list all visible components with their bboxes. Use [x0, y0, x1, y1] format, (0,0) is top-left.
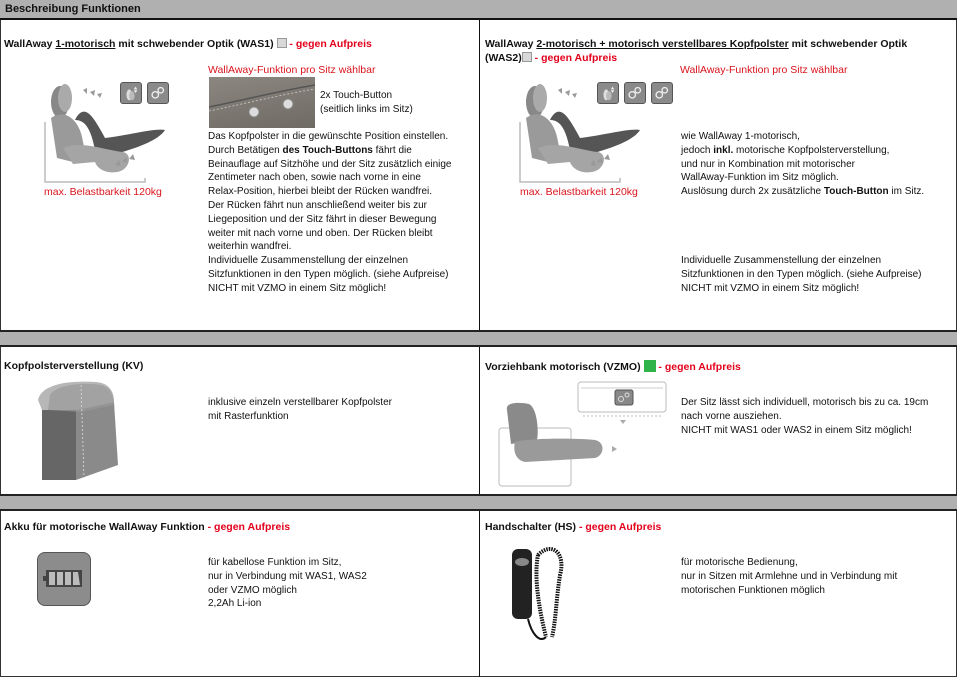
desc-line [681, 144, 924, 158]
hs-description [681, 556, 897, 597]
desc-line: Beinauflage auf Sitzhöhe und der Sitz zusätzlich einige [208, 158, 452, 170]
desc-line: Sitzfunktionen in den Typen möglich. (siehe Aufpreise) [208, 268, 449, 280]
kv-title: Kopfpolsterverstellung (KV) [4, 360, 144, 372]
desc-bold: des Touch-Buttons [282, 144, 373, 156]
desc-line: Individuelle Zusammenstellung der einzelnen [681, 255, 882, 266]
desc-line: Der Rücken fährt nun anschließend weiter bis zur [208, 199, 427, 211]
desc-line: NICHT mit WAS1 oder WAS2 in einem Sitz möglich! [681, 424, 912, 436]
desc-line: motorischen Funktionen möglich [681, 584, 825, 596]
desc-line: inklusive einzeln verstellbarer Kopfpolster [208, 397, 392, 408]
desc-text: Auslösung durch 2x zusätzliche [681, 186, 824, 198]
desc-line: Der Sitz lässt sich individuell, motorisch bis zu ca. 19cm [681, 397, 929, 408]
desc-line: Liegeposition und der Sitz fährt in dieser Bewegung [208, 213, 437, 225]
column-divider [479, 346, 480, 495]
desc-line: Relax-Position, hierbei bleibt der Rücken wandfrei. [208, 186, 433, 198]
desc-line: wie WallAway 1-motorisch, [681, 131, 800, 142]
star-badge-icon [277, 38, 287, 48]
vzmo-description [681, 396, 928, 437]
desc-line: für motorische Bedienung, [681, 557, 798, 568]
was2-max-load: max. Belastbarkeit 120kg [520, 186, 638, 198]
headrest-adjust-icon [120, 82, 142, 104]
was2-description [681, 130, 924, 199]
battery-icon [37, 552, 91, 606]
desc-bold: inkl. [713, 144, 734, 156]
was1-max-load: max. Belastbarkeit 120kg [44, 186, 162, 198]
was2-title-underlined: 2-motorisch + motorisch verstellbares Kopfpolster [536, 38, 789, 50]
motor-gears-icon [651, 82, 673, 104]
headrest-adjust-icon [597, 82, 619, 104]
desc-bold: Touch-Button [823, 186, 889, 198]
touch-line-1: 2x Touch-Button [320, 90, 393, 101]
was2-title-line2 [485, 52, 617, 65]
motor-gears-icon [147, 82, 169, 104]
desc-line [681, 185, 924, 199]
pullout-seat-illustration [495, 380, 675, 490]
hs-title-text: Handschalter (HS) [485, 521, 577, 533]
was2-selectable-note: WallAway-Funktion pro Sitz wählbar [680, 64, 848, 76]
was1-title [4, 38, 372, 51]
row-separator [0, 330, 957, 347]
section-header [0, 0, 957, 20]
was1-title-pre: WallAway [4, 38, 56, 50]
desc-line: oder VZMO möglich [208, 584, 297, 596]
was2-title-post: mit schwebender Optik [788, 38, 908, 50]
was1-price: - gegen Aufpreis [286, 38, 372, 50]
touch-line-2: (seitlich links im Sitz) [320, 103, 413, 115]
desc-text: im Sitz. [888, 186, 925, 198]
desc-line: Das Kopfpolster in die gewünschte Position einstellen. [208, 131, 449, 142]
was1-selectable-note: WallAway-Funktion pro Sitz wählbar [208, 64, 376, 76]
akku-price: - gegen Aufpreis [204, 521, 291, 533]
akku-title-text: Akku für motorische WallAway Funktion [4, 521, 205, 533]
desc-line: weiterhin wandfrei. [208, 241, 292, 253]
desc-line: NICHT mit VZMO in einem Sitz möglich! [681, 282, 860, 294]
desc-line: für kabellose Funktion im Sitz, [208, 557, 342, 568]
hs-title [485, 521, 661, 534]
desc-line: Zentimeter nach oben, sowie nach vorne in eine [208, 172, 421, 184]
desc-line: Sitzfunktionen in den Typen möglich. (siehe Aufpreise) [681, 268, 922, 280]
desc-line: nach vorne ausziehen. [681, 410, 782, 422]
headrest-illustration [36, 380, 121, 480]
column-divider [479, 510, 480, 677]
vzmo-price: - gegen Aufpreis [658, 361, 741, 373]
desc-line: mit Rasterfunktion [208, 410, 289, 422]
akku-title [4, 521, 290, 534]
vzmo-title [485, 360, 741, 374]
row-separator [0, 494, 957, 511]
was1-title-post: mit schwebender Optik (WAS1) [115, 38, 274, 50]
star-badge-icon [522, 52, 532, 62]
kv-description [208, 396, 392, 424]
desc-line: Individuelle Zusammenstellung der einzelnen [208, 255, 409, 267]
hand-switch-illustration [510, 545, 570, 645]
desc-text: Durch Betätigen [208, 144, 283, 156]
touch-button-photo [209, 77, 315, 128]
desc-line: nur in Verbindung mit WAS1, WAS2 [208, 570, 367, 582]
vzmo-title-text: Vorziehbank motorisch (VZMO) [485, 361, 641, 373]
was2-price: - gegen Aufpreis [531, 52, 618, 64]
desc-line: nur in Sitzen mit Armlehne und in Verbindung mit [681, 570, 898, 582]
motor-gears-icon [624, 82, 646, 104]
touch-button-caption [320, 89, 413, 117]
hs-price: - gegen Aufpreis [576, 521, 662, 533]
was1-description [208, 130, 452, 296]
desc-line: und nur in Kombination mit motorischer [681, 158, 855, 170]
was2-title [485, 38, 907, 51]
desc-text: fährt die [372, 144, 412, 156]
desc-line: WallAway-Funktion im Sitz möglich. [681, 172, 839, 184]
desc-line: NICHT mit VZMO in einem Sitz möglich! [208, 282, 387, 294]
desc-line [208, 144, 452, 158]
akku-description [208, 556, 367, 611]
was2-notes [681, 254, 922, 295]
column-divider [479, 20, 480, 331]
desc-text: motorische Kopfpolsterverstellung, [733, 144, 890, 156]
desc-text: jedoch [681, 144, 714, 156]
was1-title-underlined: 1-motorisch [55, 38, 116, 50]
desc-line: weiter mit nach vorne und oben. Der Rücken bleibt [208, 227, 433, 239]
desc-line: 2,2Ah Li-ion [208, 598, 262, 610]
was2-title-pre: WallAway [485, 38, 537, 50]
was2-code: (WAS2) [485, 52, 522, 64]
green-badge-icon [644, 360, 656, 372]
header-title: Beschreibung Funktionen [5, 3, 141, 15]
